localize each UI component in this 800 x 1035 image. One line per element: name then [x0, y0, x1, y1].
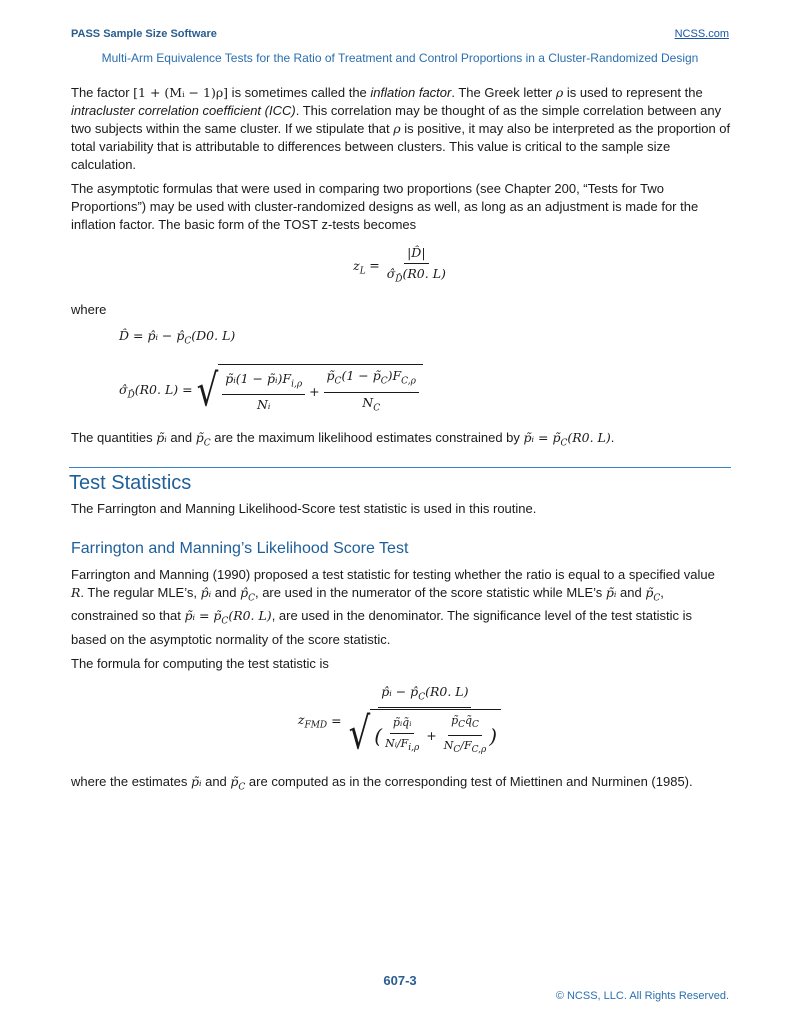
text: and: [201, 774, 231, 790]
math: p̃: [230, 774, 239, 790]
text: . The regular MLE’s,: [80, 584, 201, 600]
math: p̃ᵢ = p̃: [184, 608, 222, 623]
text: is sometimes called the: [228, 85, 371, 100]
paragraph-asymptotic: The asymptotic formulas that were used in comparing two proportions (see Chapter 200, “Tests for Two Proportions”) may be used with cluster-randomized designs as well, as long as an adjustment is made for the inflation factor. The basic form of the TOST z-tests becomes: [71, 181, 699, 232]
math: R: [71, 584, 81, 600]
paragraph-test-statistics: The Farrington and Manning Likelihood-Score test statistic is used in this routine.: [71, 500, 537, 516]
equation-sigma-hat: [119, 364, 731, 417]
math-rho: ρ: [393, 121, 401, 136]
eq-symbol: Nᵢ/F: [385, 737, 409, 751]
paragraph-inflation-factor: [71, 84, 731, 174]
eq-subscript: C: [472, 720, 479, 731]
page-number: 607-3: [383, 973, 417, 988]
eq-subscript: i,ρ: [291, 379, 303, 390]
eq-symbol: N: [362, 394, 374, 410]
eq-symbol: z: [353, 257, 360, 273]
text: Farrington and Manning (1990) proposed a test statistic for testing whether the ratio is equal to a specified value: [71, 566, 715, 582]
paragraph-fm-description: [71, 566, 731, 649]
eq-symbol: z: [297, 712, 305, 728]
text: are the maximum likelihood estimates constrained by: [210, 430, 524, 445]
eq-subscript: C: [203, 438, 211, 449]
chapter-subtitle: Multi-Arm Equivalence Tests for the Ratio of Treatment and Control Proportions in a Cluster-Randomized Design: [101, 51, 699, 65]
eq-subscript: C: [238, 782, 246, 793]
eq-subscript: C: [248, 593, 255, 603]
eq-subscript: C: [653, 593, 661, 603]
eq-subscript: C: [560, 438, 568, 449]
text: .: [610, 430, 615, 445]
emphasis-icc: intracluster correlation coefficient (ICC): [71, 103, 296, 118]
section-title-test-statistics: Test Statistics: [69, 467, 731, 492]
eq-symbol: p̂ᵢ − p̂: [381, 683, 419, 699]
eq-subscript: C: [221, 616, 229, 627]
eq-symbol: D̂ = p̂ᵢ − p̂: [119, 327, 185, 343]
paragraph-quantities: [71, 429, 731, 453]
math: p̃ᵢ: [190, 774, 202, 790]
eq-subscript: i,ρ: [408, 743, 420, 754]
eq-subscript: C,ρ: [471, 745, 487, 756]
eq-subscript: C: [453, 745, 461, 756]
paragraph-estimates: [71, 773, 731, 797]
equation-zl: $z_L$ = $\frac{|D̂|}{\sigmâ_{D̂}(R0. L)}$: [353, 245, 446, 285]
eq-symbol: p̃: [326, 368, 335, 383]
eq-subscript: C: [184, 336, 192, 346]
eq-symbol: p̃: [451, 714, 459, 727]
eq-symbol: )F: [387, 368, 402, 383]
subsection-title-farrington-manning: Farrington and Manning’s Likelihood Score Test: [71, 539, 409, 557]
math: p̃: [645, 584, 654, 600]
eq-subscript: C: [334, 376, 342, 387]
eq-symbol: (R0. L): [425, 683, 469, 699]
eq-symbol: p̃ᵢ(1 − p̃ᵢ)F: [225, 370, 292, 386]
math: p̃ᵢ: [156, 430, 167, 445]
header-software-name: PASS Sample Size Software: [71, 28, 217, 40]
math-inflation-factor: [1 + (Mᵢ − 1)ρ]: [133, 85, 229, 100]
copyright: © NCSS, LLC. All Rights Reserved.: [555, 990, 729, 1002]
text: The factor: [71, 85, 134, 100]
emphasis-inflation-factor: inflation factor: [370, 85, 452, 100]
math: (R0. L): [567, 430, 611, 445]
fraction-numerator: |D̂|: [404, 244, 428, 264]
eq-symbol: (R0. L) =: [134, 382, 193, 397]
paragraph-formula-intro: The formula for computing the test statistic is: [71, 655, 329, 671]
text: The quantities: [71, 430, 157, 445]
ncss-link[interactable]: NCSS.com: [674, 28, 729, 40]
equation-d-hat: [119, 327, 731, 351]
text: and: [616, 584, 646, 600]
text: and: [211, 584, 241, 600]
eq-subscript: D̂: [395, 274, 403, 285]
text: are computed as in the corresponding test of Miettinen and Nurminen (1985).: [245, 774, 693, 790]
text: . The Greek letter: [451, 85, 556, 100]
eq-symbol: (R0. L): [402, 266, 446, 281]
text: and: [166, 430, 196, 445]
page-content: [71, 84, 731, 803]
eq-symbol: (D0. L): [191, 327, 236, 343]
math: (R0. L): [228, 608, 272, 623]
eq-subscript: C: [458, 720, 465, 731]
text: , constrained so that: [71, 584, 664, 623]
text: . This correlation may be thought of as the simple correlation between any two subjects within the same cluster. If we stipulate that: [71, 103, 722, 136]
math: p̃ᵢ: [605, 584, 617, 600]
text: , are used in the numerator of the score statistic while MLE’s: [254, 584, 606, 600]
eq-symbol: q̃: [465, 714, 473, 727]
eq-subscript: C: [418, 692, 426, 702]
text: , are used in the denominator. The significance level of the test statistic is based on the asymptotic normality of the score statistic.: [71, 608, 693, 647]
eq-subscript: D̂: [127, 390, 135, 401]
math-rho: ρ: [555, 85, 564, 100]
eq-symbol: (1 − p̃: [341, 368, 381, 383]
eq-symbol: σ̂: [386, 266, 396, 281]
text: where the estimates: [71, 774, 191, 790]
sqrt-expression: √ $\frac{p̃ᵢ(1 - p̃ᵢ)F_{i,\rho}}{\text{Nᵢ}}$ + $\frac{p̃_C(1 - p̃_C)F_{C,\rho}}{N_C}$: [197, 364, 423, 417]
math: p̂: [240, 584, 249, 600]
eq-subscript: C: [373, 403, 381, 413]
eq-symbol: /F: [460, 739, 472, 753]
text: is used to represent the: [563, 85, 703, 100]
eq-subscript: FMD: [304, 720, 328, 731]
fraction-numerator: p̃ᵢq̃ᵢ: [390, 714, 415, 734]
math: p̃ᵢ = p̃: [523, 430, 561, 445]
eq-subscript: C: [380, 376, 388, 387]
text: is positive, it may also be interpreted as the proportion of total variability that is attributable to differences between clusters. This value is critical to the sample size calculation.: [71, 121, 731, 172]
sqrt-expression: √ ( $\frac{\text{p̃ᵢq̃ᵢ}}{Nᵢ/F_{i,\rho}}$ + $\frac{p̃_Cq̃_C}{N_C/F_{C,\rho}}$ ): [349, 709, 502, 759]
eq-subscript: C,ρ: [401, 376, 416, 387]
label-where: where: [71, 301, 107, 317]
eq-symbol: N: [443, 739, 454, 753]
eq-symbol: σ̂: [119, 382, 128, 397]
equation-zfmd: $z_{FMD}$ = p̂ᵢ − $p̂_C(R0$. L) √ ( $\frac{\text{p̃ᵢq̃ᵢ}}{Nᵢ/F_{i,\rho}}$ + $\frac{p̃_Cq̃_C}{N_C/F_{C,\rho}}$ ): [71, 683, 731, 760]
math: p̃: [195, 430, 204, 445]
math: p̂ᵢ: [200, 584, 212, 600]
eq-subscript: L: [359, 266, 366, 277]
fraction-denominator: Nᵢ: [256, 397, 271, 413]
